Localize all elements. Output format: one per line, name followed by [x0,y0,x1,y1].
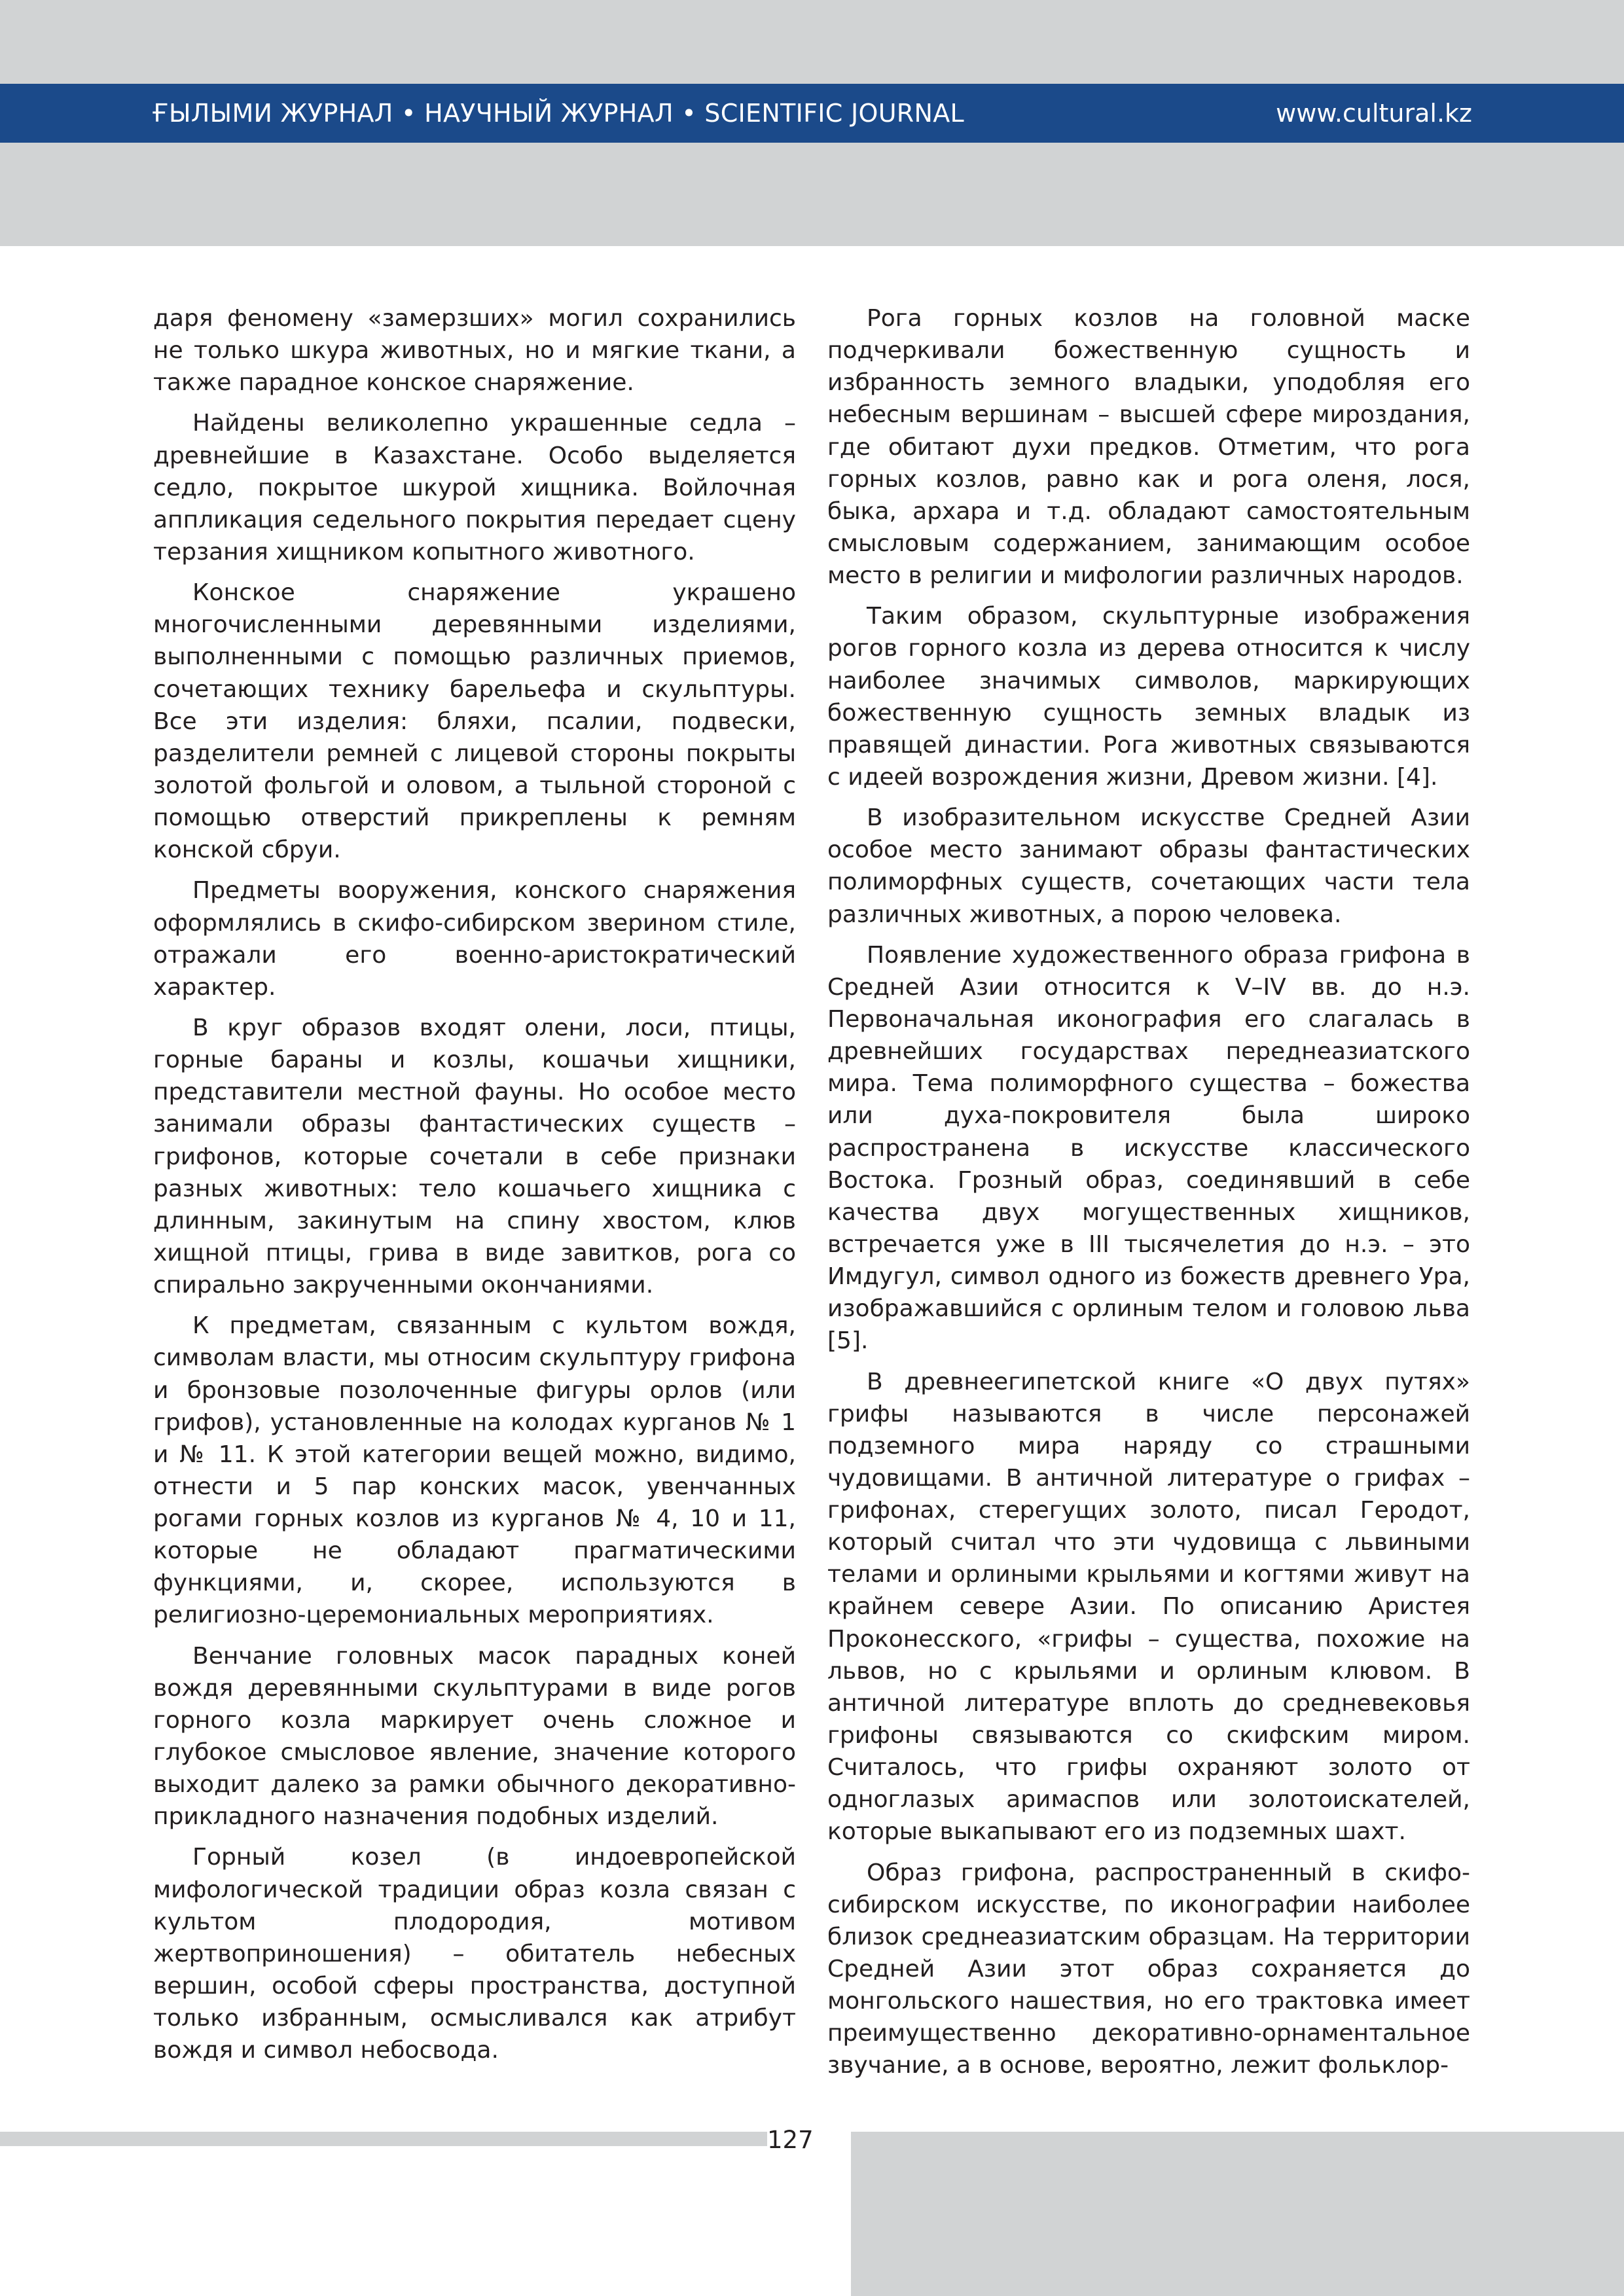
journal-title: ҒЫЛЫМИ ЖУРНАЛ • НАУЧНЫЙ ЖУРНАЛ • SCIENTIFIC JOURNAL [152,99,965,128]
journal-header-bar [0,84,1624,143]
paragraph: Венчание головных масок парадных коней вождя деревянными скульптурами в виде рогов горного козла маркирует очень сложное и глубокое смысловое явление, значение которого выходит далеко за рамки обычного декоративно-прикладного назначения подобных изделий. [153,1642,796,1831]
right-text-column [827,302,1470,2090]
paragraph: даря феномену «замерзших» могил сохранились не только шкура животных, но и мягкие ткани, а также парадное конское снаряжение. [153,305,796,397]
paragraph: В круг образов входят олени, лоси, птицы, горные бараны и козлы, кошачьи хищники, представители местной фауны. Но особое место занимали образы фантастических существ – грифонов, которые сочетали в себе признаки разных животных: тело кошачьего хищника с длинным, закинутым на спину хвостом, клюв хищной птицы, грива в виде завитков, рога со спирально закрученными окончаниями. [153,1014,796,1299]
paragraph: Конское снаряжение украшено многочисленными деревянными изделиями, выполненными с помощью различных приемов, сочетающих технику барельефа и скульптуры. Все эти изделия: бляхи, псалии, подвески, разделители ремней с лицевой стороны покрыты золотой фольгой и оловом, а тыльной стороной с помощью отверстий прикреплены к ремням конской сбруи. [153,579,796,864]
paragraph: Предметы вооружения, конского снаряжения оформлялись в скифо-сибирском зверином стиле, отражали его военно-аристократический характер. [153,877,796,1001]
website-url: www.cultural.kz [1276,99,1472,128]
paragraph: Найдены великолепно украшенные седла – древнейшие в Казахстане. Особо выделяется седло, покрытое шкурой хищника. Войлочная аппликация седельного покрытия передает сцену терзания хищником копытного животного. [153,410,796,565]
footer-gray-block [851,2132,1624,2296]
paragraph: К предметам, связанным с культом вождя, символам власти, мы относим скульптуру грифона и бронзовые позолоченные фигуры орлов (или грифов), установленные на колодах курганов № 1 и № 11. К этой категории вещей можно, видимо, отнести и 5 пар конских масок, увенчанных рогами горных козлов из курганов № 4, 10 и 11, которые не обладают прагматическими функциями, и, скорее, используются в религиозно-церемониальных мероприятиях. [153,1312,796,1629]
paragraph: Таким образом, скульптурные изображения рогов горного козла из дерева относится к числу наиболее значимых символов, маркирующих божественную сущность земных владык из правящей династии. Рога животных связываются с идеей возрождения жизни, Древом жизни. [4]. [827,603,1470,791]
paragraph: В древнеегипетской книге «О двух путях» грифы называются в числе персонажей подземного мира наряду со страшными чудовищами. В античной литературе о грифах – грифонах, стерегущих золото, писал Геродот, который считал что эти чудовища с львиными телами и орлиными крыльями и когтями живут на крайнем севере Азии. По описанию Аристея Проконесского, «грифы – существа, похожие на львов, но с крыльями и орлиным клювом. В античной литературе вплоть до средневековья грифоны связываются со скифским миром. Считалось, что грифы охраняют золото от одноглазых аримаспов или золотоискателей, которые выкапывают его из подземных шахт. [827,1368,1470,1846]
footer-rule [0,2132,767,2146]
page-number: 127 [767,2126,814,2154]
paragraph: Горный козел (в индоевропейской мифологической традиции образ козла связан с культом плодородия, мотивом жертвоприношения) – обитатель небесных вершин, особой сферы пространства, доступной только избранным, осмысливался как атрибут вождя и символ небосвода. [153,1844,796,2064]
paragraph: Появление художественного образа грифона в Средней Азии относится к V–IV вв. до н.э. Первоначальная иконография его слагалась в древнейших государствах переднеазиатского мира. Тема полиморфного существа – божества или духа-покровителя была широко распространена в искусстве классического Востока. Грозный образ, соединявший в себе качества двух могущественных хищников, встречается уже в III тысячелетия до н.э. – это Имдугул, символ одного из божеств древнего Ура, изображавшийся с орлиным телом и головою льва [5]. [827,941,1470,1355]
paragraph: Рога горных козлов на головной маске подчеркивали божественную сущность и избранность земного владыки, уподобляя его небесным вершинам – высшей сфере мироздания, где обитают духи предков. Отметим, что рога горных козлов, равно как и рога оленя, лося, быка, архара и т.д. обладают самостоятельным смысловым содержанием, занимающим особое место в религии и мифологии различных народов. [827,305,1470,590]
left-text-column [153,302,796,2075]
paragraph: В изобразительном искусстве Средней Азии особое место занимают образы фантастических полиморфных существ, сочетающих части тела различных животных, а порою человека. [827,804,1470,928]
paragraph: Образ грифона, распространенный в скифо-сибирском искусстве, по иконографии наиболее близок среднеазиатским образцам. На территории Средней Азии этот образ сохраняется до монгольского нашествия, но его трактовка имеет преимущественно декоративно-орнаментальное звучание, а в основе, вероятно, лежит фольклор- [827,1859,1470,2079]
